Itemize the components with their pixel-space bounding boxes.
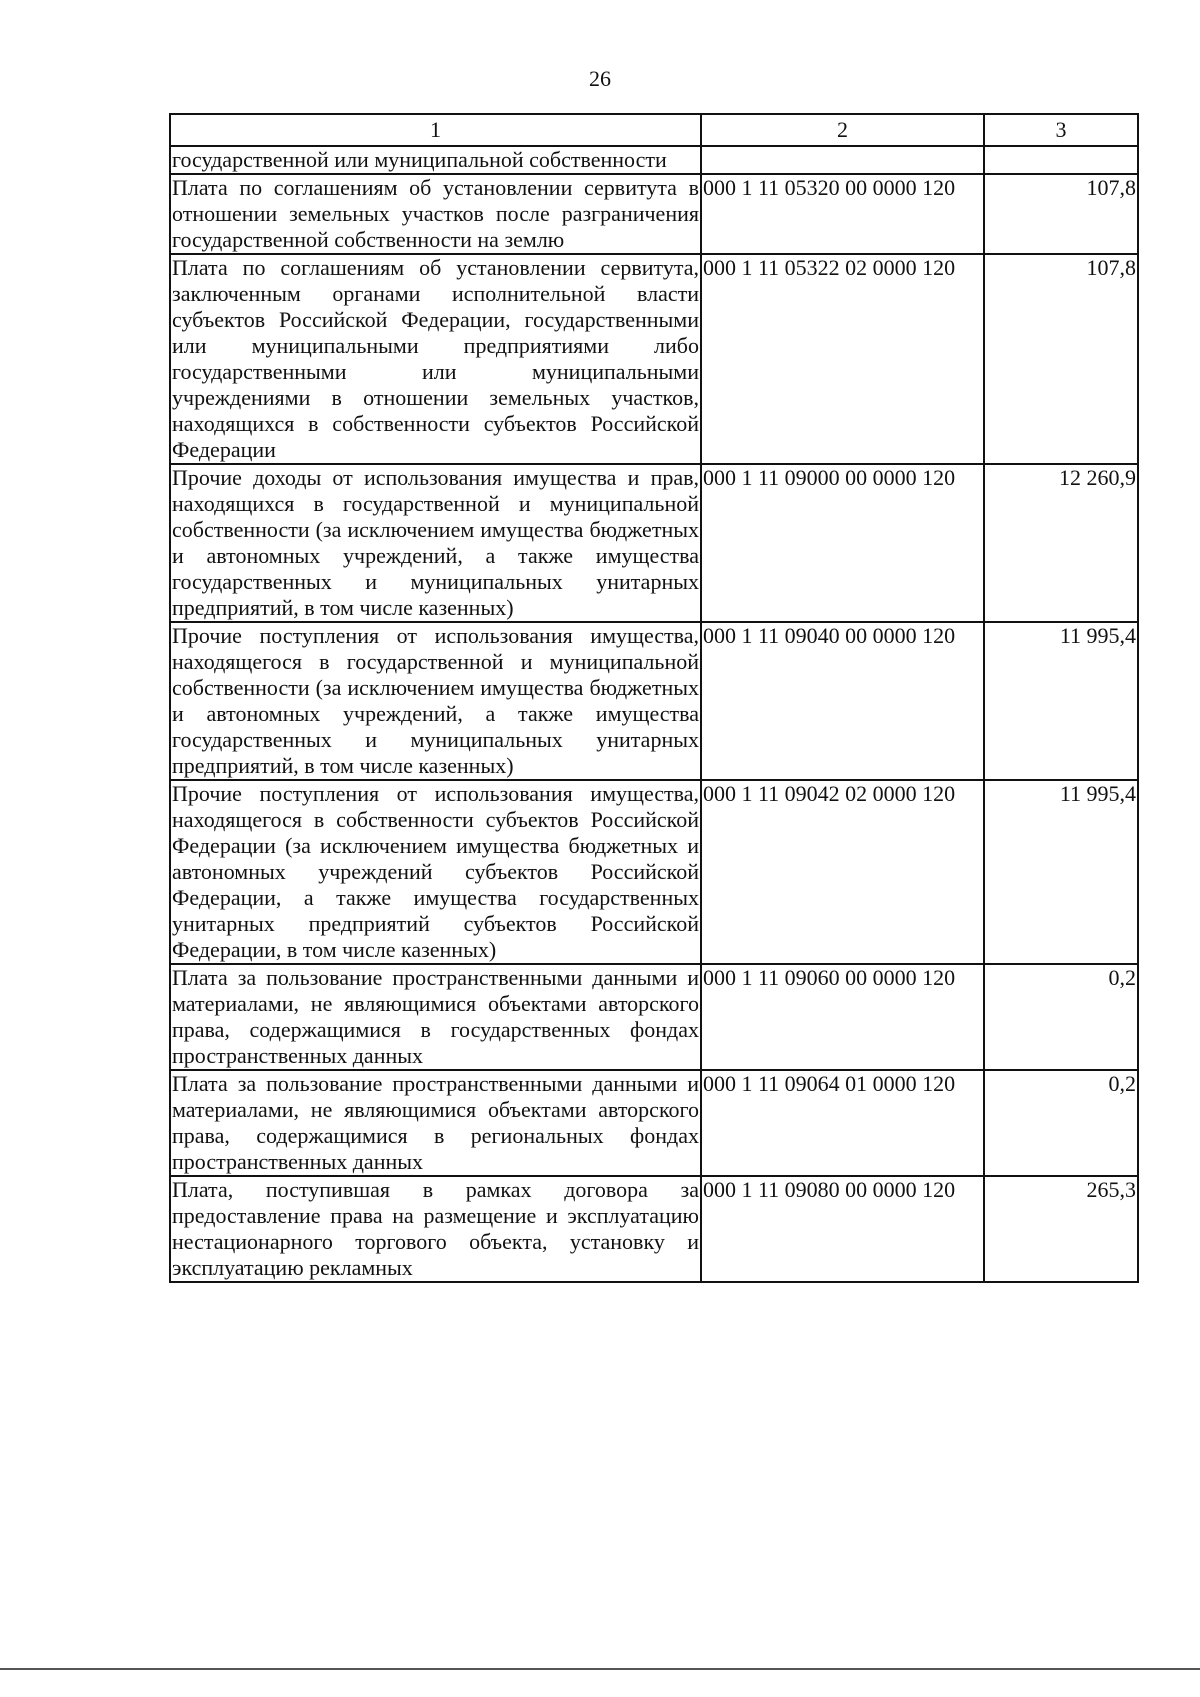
column-header-1: 1: [170, 114, 701, 146]
row-description: Плата за пользование пространственными данными и материалами, не являющимися объектами авторского права, содержащимися в государственных фондах пространственных данных: [172, 965, 699, 1068]
table-header-row: [170, 114, 1138, 146]
row-amount: 265,3: [984, 1176, 1138, 1282]
row-code: 000 1 11 05320 00 0000 120: [701, 174, 984, 254]
row-description: Прочие доходы от использования имущества и прав, находящихся в государственной и муниципальной собственности (за исключением имущества бюджетных и автономных учреждений, а также имущества государственных и муниципальных унитарных предприятий, в том числе казенных): [172, 465, 699, 620]
row-description: Плата по соглашениям об установлении сервитута в отношении земельных участков после разграничения государственной собственности на землю: [172, 175, 699, 252]
budget-revenue-table: [169, 113, 1139, 1283]
row-code: 000 1 11 09000 00 0000 120: [701, 464, 984, 622]
row-amount: [984, 146, 1138, 174]
row-description: Прочие поступления от использования имущества, находящегося в государственной и муниципальной собственности (за исключением имущества бюджетных и автономных учреждений, а также имущества государственных и муниципальных унитарных предприятий, в том числе казенных): [172, 623, 699, 778]
column-header-3: 3: [984, 114, 1138, 146]
table-row: [170, 1070, 1138, 1176]
row-amount: 0,2: [984, 964, 1138, 1070]
table-row: [170, 964, 1138, 1070]
page-number: 26: [589, 66, 611, 91]
row-code: 000 1 11 09040 00 0000 120: [701, 622, 984, 780]
row-code: 000 1 11 09080 00 0000 120: [701, 1176, 984, 1282]
table-row: [170, 1176, 1138, 1282]
table-row: [170, 174, 1138, 254]
row-code: 000 1 11 09060 00 0000 120: [701, 964, 984, 1070]
row-amount: 107,8: [984, 254, 1138, 464]
row-code: 000 1 11 05322 02 0000 120: [701, 254, 984, 464]
row-description: Плата по соглашениям об установлении сервитута, заключенным органами исполнительной власти субъектов Российской Федерации, государственными или муниципальными предприятиями либо государственными или муниципальными учреждениями в отношении земельных участков, находящихся в собственности субъектов Российской Федерации: [172, 255, 699, 462]
row-description: государственной или муниципальной собственности: [170, 146, 701, 174]
row-amount: 11 995,4: [984, 780, 1138, 964]
table-row: [170, 146, 1138, 174]
row-amount: 11 995,4: [984, 622, 1138, 780]
table-row: [170, 254, 1138, 464]
table-row: [170, 622, 1138, 780]
row-description: Плата, поступившая в рамках договора за предоставление права на размещение и эксплуатацию нестационарного торгового объекта, установку и эксплуатацию рекламных: [172, 1177, 699, 1280]
column-header-2: 2: [701, 114, 984, 146]
page-bottom-rule: [0, 1668, 1200, 1670]
row-code: 000 1 11 09064 01 0000 120: [701, 1070, 984, 1176]
row-amount: 107,8: [984, 174, 1138, 254]
row-description: Плата за пользование пространственными данными и материалами, не являющимися объектами авторского права, содержащимися в региональных фондах пространственных данных: [172, 1071, 699, 1174]
row-code: 000 1 11 09042 02 0000 120: [701, 780, 984, 964]
table-row: [170, 464, 1138, 622]
row-amount: 0,2: [984, 1070, 1138, 1176]
row-description: Прочие поступления от использования имущества, находящегося в собственности субъектов Российской Федерации (за исключением имущества бюджетных и автономных учреждений субъектов Российской Федерации, а также имущества государственных унитарных предприятий субъектов Российской Федерации, в том числе казенных): [172, 781, 699, 962]
row-code: [701, 146, 984, 174]
table-row: [170, 780, 1138, 964]
row-amount: 12 260,9: [984, 464, 1138, 622]
